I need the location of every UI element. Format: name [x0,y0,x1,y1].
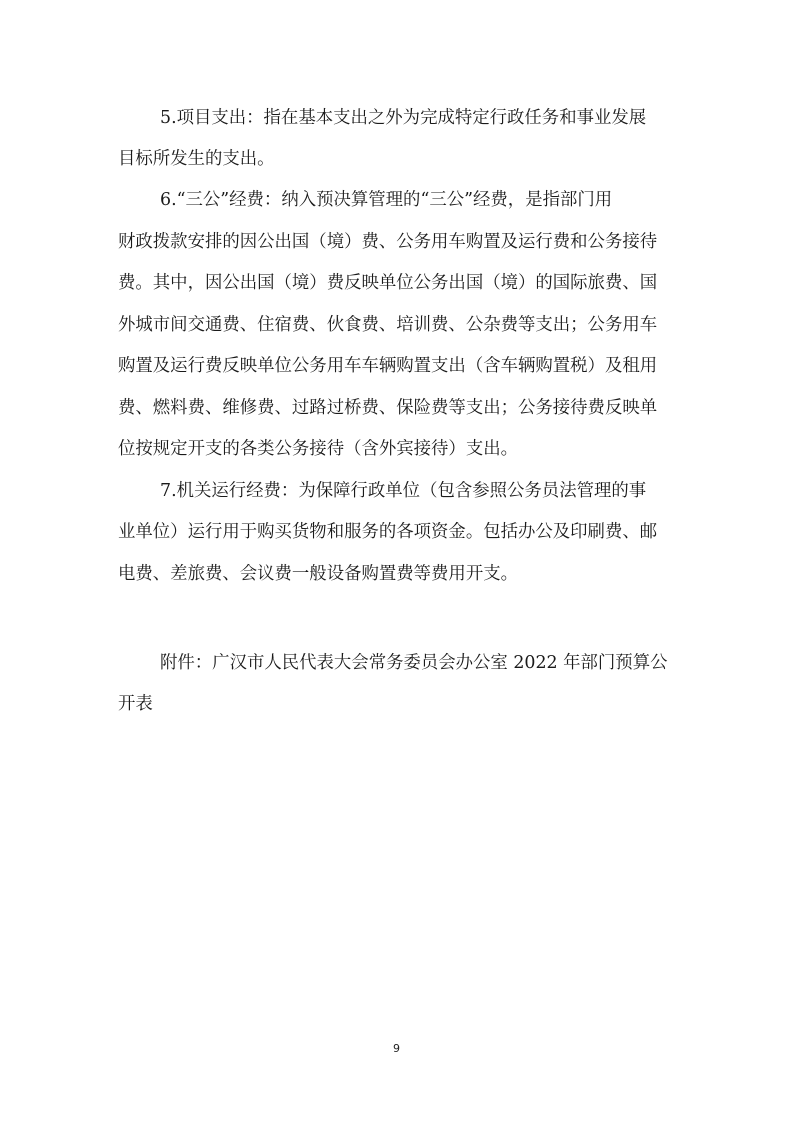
paragraph-6-line-6: 费、燃料费、维修费、过路过桥费、保险费等支出；公务接待费反映单 [118,398,658,418]
paragraph-6-line-2: 财政拨款安排的因公出国（境）费、公务用车购置及运行费和公务接待 [118,232,658,252]
paragraph-6-line-4: 外城市间交通费、住宿费、伙食费、培训费、公杂费等支出；公务用车 [118,315,658,335]
paragraph-6-line-3: 费。其中，因公出国（境）费反映单位公务出国（境）的国际旅费、国 [118,273,658,293]
paragraph-6-line-7: 位按规定开支的各类公务接待（含外宾接待）支出。 [118,439,518,459]
attachment-line-2: 开表 [118,694,153,714]
paragraph-7-line-1: 7.机关运行经费：为保障行政单位（包含参照公务员法管理的事 [160,481,647,501]
paragraph-7-line-3: 电费、差旅费、会议费一般设备购置费等费用开支。 [118,564,518,584]
paragraph-7-line-2: 业单位）运行用于购买货物和服务的各项资金。包括办公及印刷费、邮 [118,522,658,542]
page-number: 9 [393,1042,400,1055]
paragraph-5-line-2: 目标所发生的支出。 [118,149,275,169]
attachment-line-1: 附件：广汉市人民代表大会常务委员会办公室 2022 年部门预算公 [160,653,668,673]
paragraph-5-line-1: 5.项目支出：指在基本支出之外为完成特定行政任务和事业发展 [160,108,647,128]
paragraph-6-line-5: 购置及运行费反映单位公务用车车辆购置支出（含车辆购置税）及租用 [118,356,658,376]
paragraph-6-line-1: 6.“三公”经费：纳入预决算管理的“三公”经费，是指部门用 [160,190,613,210]
